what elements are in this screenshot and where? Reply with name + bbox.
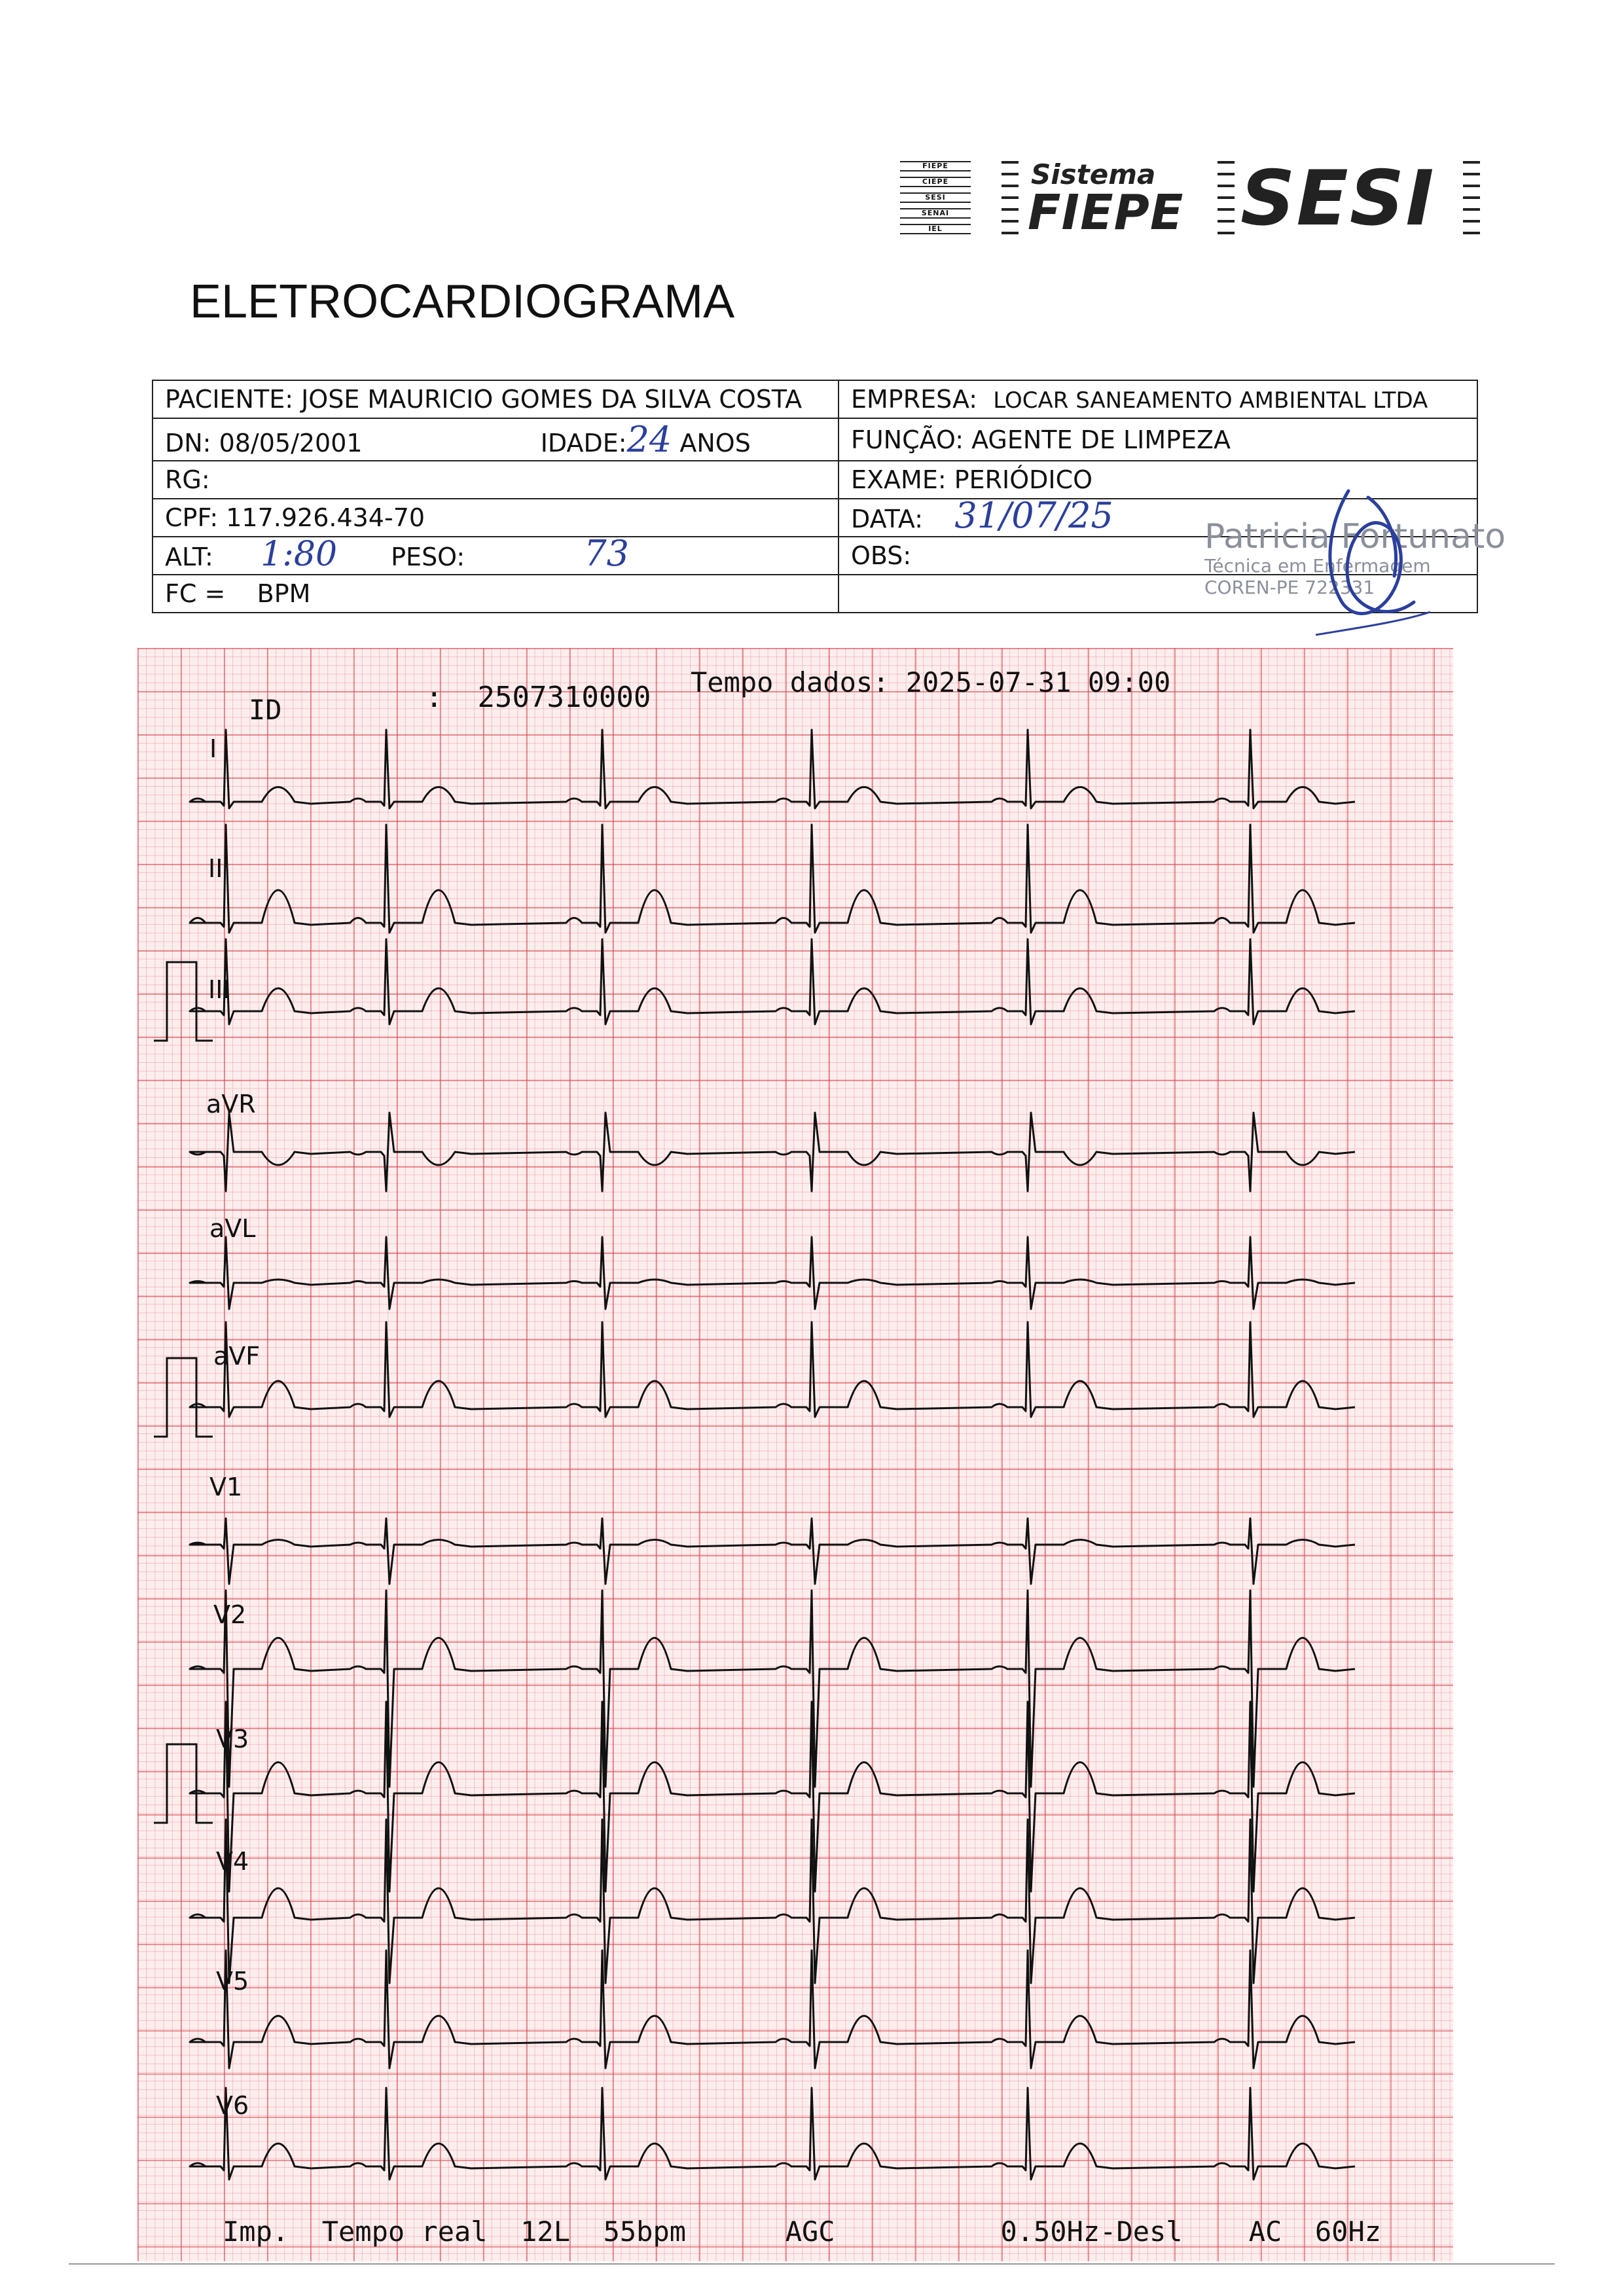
- stamp-name: Patricia Fortunato: [1204, 517, 1506, 556]
- ecg-id-separator: :: [425, 681, 443, 714]
- lead-label-v6: V6: [216, 2091, 249, 2120]
- ecg-trace-v1: [190, 1518, 1355, 1584]
- stamp-role: Técnica em Enfermagem: [1204, 555, 1431, 577]
- ecg-trace-avl: [190, 1237, 1355, 1309]
- ecg-trace-iii: [190, 939, 1355, 1024]
- ecg-id-label: ID: [249, 694, 282, 726]
- lead-label-v2: V2: [213, 1600, 247, 1629]
- birth-date: DN: 08/05/2001: [165, 429, 363, 457]
- lead-label-avl: aVL: [209, 1214, 256, 1243]
- stamp-registration: COREN-PE 722331: [1204, 577, 1375, 598]
- lead-label-i: I: [209, 734, 217, 763]
- lead-label-avf: aVF: [213, 1342, 261, 1371]
- company-label: EMPRESA:: [851, 385, 978, 414]
- sistema-wordmark: Sistema: [1031, 158, 1156, 190]
- rg-cell: RG:: [153, 461, 839, 499]
- calibration-pulse-v3: [154, 1744, 213, 1823]
- lead-label-v4: V4: [216, 1847, 249, 1876]
- exam-cell: EXAME: PERIÓDICO: [839, 461, 1477, 499]
- ecg-trace-ii: [190, 825, 1355, 933]
- age-unit: ANOS: [679, 429, 751, 457]
- ecg-footer-settings: Imp. Tempo real 12L 55bpm AGC 0.50Hz-Desl AC 60Hz: [223, 2215, 1382, 2248]
- date-handwritten: 31/07/25: [954, 494, 1113, 536]
- ecg-trace-v3: [190, 1702, 1355, 1892]
- logo-line-sesi: SESI: [900, 192, 971, 203]
- lead-label-iii: III: [208, 975, 230, 1004]
- function-cell: FUNÇÃO: AGENTE DE LIMPEZA: [839, 418, 1477, 461]
- page-bottom-rule: [69, 2263, 1555, 2265]
- age-handwritten: 24: [626, 419, 672, 460]
- weight-handwritten: 73: [584, 532, 630, 574]
- ecg-id-number: 2507310000: [477, 681, 651, 714]
- ecg-trace-v6: [190, 2088, 1355, 2179]
- ecg-trace-avf: [190, 1322, 1355, 1417]
- ecg-trace-avr: [190, 1113, 1355, 1191]
- lead-label-v5: V5: [216, 1967, 249, 1996]
- height-label: ALT:: [165, 542, 213, 571]
- date-label: DATA:: [851, 504, 924, 533]
- fc-label: FC =: [165, 579, 226, 608]
- sesi-wordmark: SESI: [1240, 154, 1435, 243]
- ecg-trace-v5: [190, 1950, 1355, 2068]
- lead-label-v3: V3: [216, 1725, 249, 1753]
- age-label: IDADE:: [540, 429, 627, 457]
- calibration-pulse-iii: [154, 962, 213, 1041]
- patient-name-cell: PACIENTE: JOSE MAURICIO GOMES DA SILVA COSTA: [153, 380, 839, 418]
- height-handwritten: 1:80: [261, 534, 338, 574]
- company-value: LOCAR SANEAMENTO AMBIENTAL LTDA: [993, 387, 1428, 414]
- lead-label-ii: II: [208, 854, 223, 883]
- calibration-pulse-avf: [154, 1358, 213, 1437]
- logo-line-senai: SENAI: [900, 208, 971, 219]
- ecg-trace-v4: [190, 1820, 1355, 1983]
- logo-line-iel: IEL: [900, 224, 971, 234]
- lead-label-v1: V1: [209, 1473, 243, 1501]
- cpf-cell: CPF: 117.926.434-70: [153, 499, 839, 537]
- fiepe-wordmark: FIEPE: [1028, 185, 1184, 241]
- obs-cell: OBS:: [839, 537, 1477, 575]
- weight-label: PESO:: [391, 542, 465, 571]
- logo-line-ciepe: CIEPE: [900, 177, 971, 187]
- document-title: ELETROCARDIOGRAMA: [190, 276, 735, 328]
- logo-line-fiepe: FIEPE: [900, 161, 971, 171]
- lead-label-avr: aVR: [206, 1090, 256, 1119]
- fc-unit: BPM: [257, 579, 311, 608]
- ecg-acquisition-time: Tempo dados: 2025-07-31 09:00: [691, 666, 1171, 698]
- ecg-trace-v2: [190, 1590, 1355, 1787]
- ecg-trace-i: [190, 730, 1355, 808]
